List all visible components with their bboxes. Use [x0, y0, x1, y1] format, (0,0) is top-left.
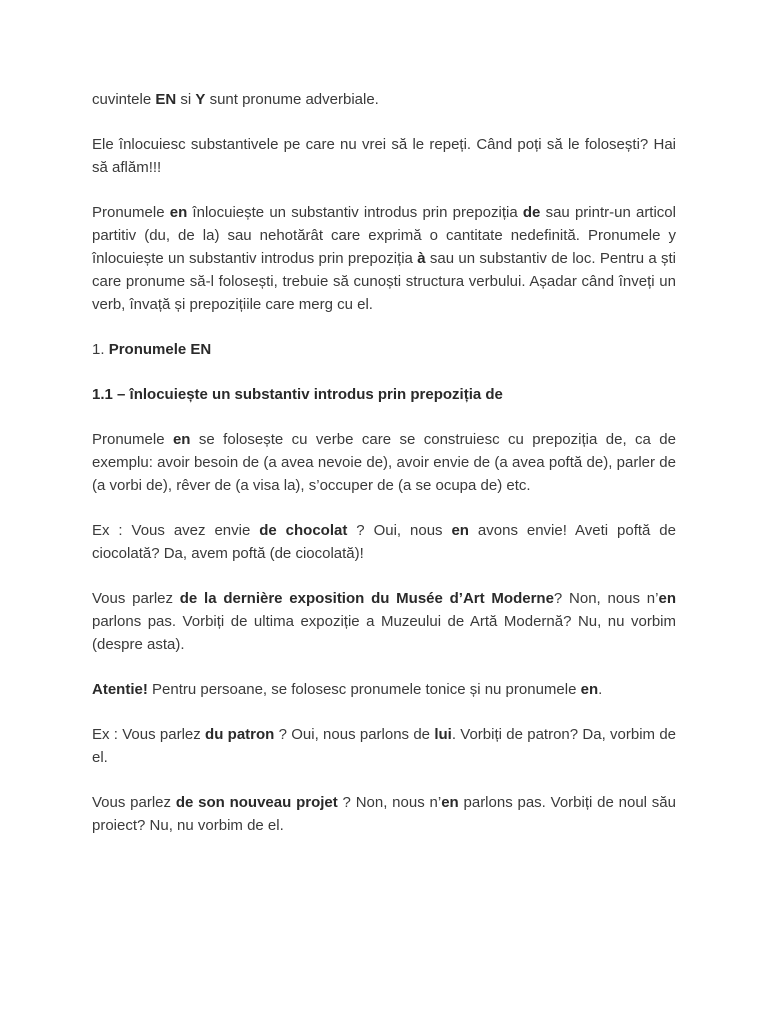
paragraph-intro: [92, 88, 676, 111]
text-run: cuvintele: [92, 91, 156, 108]
text-run: Ex : Vous parlez: [92, 726, 206, 743]
text-run: Vous parlez: [92, 590, 180, 607]
paragraph-example-4: [92, 791, 676, 837]
text-run: Ele înlocuiesc substantivele pe care nu vrei să le repeți. Când poți să le folosești? Hai să aflăm!!!: [92, 136, 676, 176]
bold-run: en: [451, 522, 469, 539]
text-run: Pentru persoane, se folosesc pronumele tonice și nu pronumele: [147, 681, 581, 698]
bold-run: de la dernière exposition du Musée d’Art Moderne: [179, 590, 554, 607]
text-run: Ex : Vous avez envie: [92, 522, 260, 539]
text-run: Pronumele: [92, 204, 170, 221]
text-run: parlons pas. Vorbiți de ultima expoziție a Muzeului de Artă Modernă? Nu, nu vorbim (despre asta).: [92, 613, 676, 653]
bold-run: de: [522, 204, 541, 221]
text-run: avons envie! Aveti poftă de ciocolată? Da, avem poftă (de ciocolată)!: [92, 522, 676, 562]
paragraph-example-2: [92, 587, 676, 656]
bold-run: EN: [155, 91, 177, 108]
bold-run: à: [417, 250, 426, 267]
bold-run: en: [172, 431, 191, 448]
text-run: .: [598, 681, 603, 698]
bold-run: Y: [195, 91, 206, 108]
text-run: sunt pronume adverbiale.: [205, 91, 379, 108]
text-run: parlons pas. Vorbiți de noul său proiect? Nu, nu vorbim de el.: [92, 794, 676, 834]
paragraph-example-3: [92, 723, 676, 769]
text-run: înlocuiește un substantiv introdus prin prepoziția: [187, 204, 523, 221]
bold-run: en: [169, 204, 188, 221]
text-run: ? Non, nous n’: [337, 794, 442, 811]
paragraph-attention: [92, 678, 676, 701]
text-run: ? Oui, nous parlons de: [274, 726, 435, 743]
bold-run: Pronumele EN: [108, 341, 212, 358]
text-run: ? Oui, nous: [347, 522, 452, 539]
bold-run: de chocolat: [259, 522, 348, 539]
paragraph-replace: [92, 133, 676, 179]
text-run: se folosește cu verbe care se construiesc cu prepoziția de, ca de exemplu: avoir besoin de (a avea nevoie de), avoir envie de (a avea poftă de), parler de (a vorbi de), rêver de (a visa la), s’occuper de (a se ocupa de) etc.: [92, 431, 676, 494]
section-heading-1-1: [92, 383, 676, 406]
paragraph-example-1: [92, 519, 676, 565]
text-run: sau un substantiv de loc. Pentru a ști care pronume să-l folosești, trebuie să cunoști structura verbului. Așadar când înveți un verb, învață și prepozițiile care merg cu el.: [92, 250, 677, 313]
paragraph-explanation: [92, 201, 676, 316]
text-run: sau printr-un articol partitiv (du, de la) sau nehotărât care exprimă o cantitate nedefinită. Pronumele y înlocuiește un substantiv introdus prin prepoziția: [92, 204, 676, 267]
bold-run: en: [441, 794, 459, 811]
bold-run: Atentie!: [92, 681, 148, 698]
bold-run: en: [580, 681, 599, 698]
paragraph-verbs: [92, 428, 676, 497]
bold-run: en: [658, 590, 676, 607]
section-heading-1: [92, 338, 676, 361]
text-run: 1.: [92, 341, 109, 358]
bold-run: lui: [434, 726, 452, 743]
text-run: ? Non, nous n’: [553, 590, 659, 607]
text-run: . Vorbiți de patron? Da, vorbim de el.: [92, 726, 677, 766]
text-run: Pronumele: [92, 431, 173, 448]
bold-run: 1.1 – înlocuiește un substantiv introdus prin prepoziția de: [92, 386, 503, 403]
bold-run: du patron: [205, 726, 275, 743]
text-run: Vous parlez: [92, 794, 176, 811]
bold-run: de son nouveau projet: [175, 794, 338, 811]
text-run: si: [176, 91, 196, 108]
